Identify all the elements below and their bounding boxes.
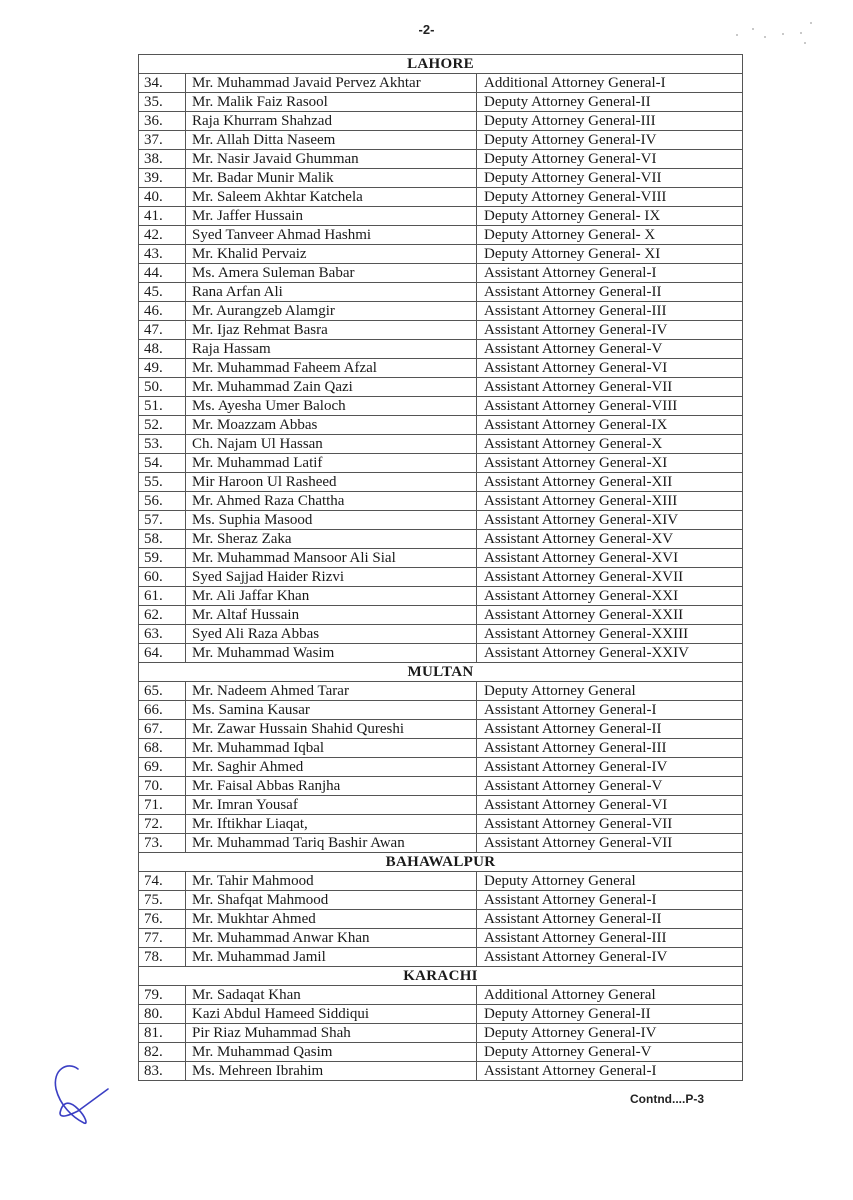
- officer-name: Mr. Muhammad Iqbal: [186, 739, 477, 758]
- designation: Assistant Attorney General-III: [477, 302, 743, 321]
- serial-number: 57.: [139, 511, 186, 530]
- table-row: [139, 169, 743, 188]
- designation: Deputy Attorney General-VIII: [477, 188, 743, 207]
- designation: Assistant Attorney General-IV: [477, 758, 743, 777]
- serial-number: 73.: [139, 834, 186, 853]
- section-title: LAHORE: [139, 55, 743, 74]
- designation: Assistant Attorney General-VI: [477, 796, 743, 815]
- table-row: [139, 625, 743, 644]
- serial-number: 65.: [139, 682, 186, 701]
- section-title: BAHAWALPUR: [139, 853, 743, 872]
- officer-name: Mr. Imran Yousaf: [186, 796, 477, 815]
- serial-number: 74.: [139, 872, 186, 891]
- serial-number: 72.: [139, 815, 186, 834]
- designation: Deputy Attorney General-IV: [477, 131, 743, 150]
- officer-name: Mr. Iftikhar Liaqat,: [186, 815, 477, 834]
- officer-name: Mr. Mukhtar Ahmed: [186, 910, 477, 929]
- designation: Assistant Attorney General-XII: [477, 473, 743, 492]
- designation: Assistant Attorney General-IV: [477, 948, 743, 967]
- table-row: [139, 340, 743, 359]
- designation: Assistant Attorney General-II: [477, 720, 743, 739]
- serial-number: 47.: [139, 321, 186, 340]
- officer-name: Mr. Allah Ditta Naseem: [186, 131, 477, 150]
- section-header-row: [139, 853, 743, 872]
- designation: Assistant Attorney General-VII: [477, 834, 743, 853]
- designation: Assistant Attorney General-XXI: [477, 587, 743, 606]
- serial-number: 81.: [139, 1024, 186, 1043]
- section-title: MULTAN: [139, 663, 743, 682]
- designation: Deputy Attorney General-VI: [477, 150, 743, 169]
- serial-number: 61.: [139, 587, 186, 606]
- serial-number: 35.: [139, 93, 186, 112]
- officer-name: Mr. Moazzam Abbas: [186, 416, 477, 435]
- designation: Deputy Attorney General- X: [477, 226, 743, 245]
- officer-name: Mr. Muhammad Javaid Pervez Akhtar: [186, 74, 477, 93]
- table-row: [139, 435, 743, 454]
- table-row: [139, 986, 743, 1005]
- officer-name: Ms. Suphia Masood: [186, 511, 477, 530]
- serial-number: 46.: [139, 302, 186, 321]
- table-row: [139, 644, 743, 663]
- designation: Assistant Attorney General-XXIII: [477, 625, 743, 644]
- designation: Assistant Attorney General-I: [477, 891, 743, 910]
- serial-number: 53.: [139, 435, 186, 454]
- serial-number: 83.: [139, 1062, 186, 1081]
- designation: Deputy Attorney General-II: [477, 1005, 743, 1024]
- serial-number: 56.: [139, 492, 186, 511]
- table-row: [139, 473, 743, 492]
- table-row: [139, 796, 743, 815]
- officer-name: Raja Khurram Shahzad: [186, 112, 477, 131]
- serial-number: 71.: [139, 796, 186, 815]
- continued-note: Contnd....P-3: [630, 1092, 704, 1106]
- table-row: [139, 758, 743, 777]
- serial-number: 36.: [139, 112, 186, 131]
- serial-number: 80.: [139, 1005, 186, 1024]
- table-row: [139, 492, 743, 511]
- officer-name: Syed Tanveer Ahmad Hashmi: [186, 226, 477, 245]
- serial-number: 76.: [139, 910, 186, 929]
- serial-number: 54.: [139, 454, 186, 473]
- officer-name: Mr. Muhammad Wasim: [186, 644, 477, 663]
- table-row: [139, 131, 743, 150]
- officer-name: Mr. Muhammad Anwar Khan: [186, 929, 477, 948]
- designation: Deputy Attorney General-II: [477, 93, 743, 112]
- serial-number: 41.: [139, 207, 186, 226]
- officer-name: Raja Hassam: [186, 340, 477, 359]
- serial-number: 43.: [139, 245, 186, 264]
- designation: Assistant Attorney General-VII: [477, 378, 743, 397]
- officer-name: Mr. Shafqat Mahmood: [186, 891, 477, 910]
- designation: Assistant Attorney General-V: [477, 777, 743, 796]
- table-row: [139, 701, 743, 720]
- designation: Assistant Attorney General-XXII: [477, 606, 743, 625]
- table-row: [139, 188, 743, 207]
- designation: Additional Attorney General-I: [477, 74, 743, 93]
- officer-name: Ms. Ayesha Umer Baloch: [186, 397, 477, 416]
- serial-number: 70.: [139, 777, 186, 796]
- designation: Assistant Attorney General-X: [477, 435, 743, 454]
- officer-name: Mr. Ijaz Rehmat Basra: [186, 321, 477, 340]
- table-row: [139, 397, 743, 416]
- designation: Deputy Attorney General-V: [477, 1043, 743, 1062]
- table-row: [139, 720, 743, 739]
- serial-number: 62.: [139, 606, 186, 625]
- serial-number: 55.: [139, 473, 186, 492]
- serial-number: 69.: [139, 758, 186, 777]
- signature-mark: [38, 1063, 118, 1133]
- designation: Assistant Attorney General-XVII: [477, 568, 743, 587]
- serial-number: 52.: [139, 416, 186, 435]
- table-row: [139, 910, 743, 929]
- table-row: [139, 150, 743, 169]
- officer-name: Mr. Aurangzeb Alamgir: [186, 302, 477, 321]
- officer-name: Ms. Samina Kausar: [186, 701, 477, 720]
- officer-name: Mr. Nasir Javaid Ghumman: [186, 150, 477, 169]
- designation: Deputy Attorney General-III: [477, 112, 743, 131]
- serial-number: 66.: [139, 701, 186, 720]
- officer-name: Mr. Sadaqat Khan: [186, 986, 477, 1005]
- serial-number: 63.: [139, 625, 186, 644]
- officer-name: Mr. Saleem Akhtar Katchela: [186, 188, 477, 207]
- table-row: [139, 815, 743, 834]
- serial-number: 40.: [139, 188, 186, 207]
- designation: Deputy Attorney General- XI: [477, 245, 743, 264]
- section-header-row: [139, 55, 743, 74]
- table-row: [139, 549, 743, 568]
- page-number: -2-: [418, 22, 435, 37]
- designation: Assistant Attorney General-I: [477, 701, 743, 720]
- table-row: [139, 739, 743, 758]
- scan-specks: [730, 20, 830, 50]
- designation: Assistant Attorney General-IV: [477, 321, 743, 340]
- officer-name: Mr. Jaffer Hussain: [186, 207, 477, 226]
- officer-name: Mr. Altaf Hussain: [186, 606, 477, 625]
- serial-number: 59.: [139, 549, 186, 568]
- officer-name: Mr. Muhammad Jamil: [186, 948, 477, 967]
- table-row: [139, 530, 743, 549]
- designation: Assistant Attorney General-XVI: [477, 549, 743, 568]
- designation: Assistant Attorney General-I: [477, 264, 743, 283]
- table-row: [139, 682, 743, 701]
- officer-name: Mr. Ahmed Raza Chattha: [186, 492, 477, 511]
- officer-name: Mr. Muhammad Tariq Bashir Awan: [186, 834, 477, 853]
- table-row: [139, 1043, 743, 1062]
- serial-number: 82.: [139, 1043, 186, 1062]
- table-row: [139, 568, 743, 587]
- officer-name: Ms. Amera Suleman Babar: [186, 264, 477, 283]
- table-row: [139, 74, 743, 93]
- table-row: [139, 834, 743, 853]
- table-row: [139, 1024, 743, 1043]
- officer-name: Mr. Muhammad Qasim: [186, 1043, 477, 1062]
- table-row: [139, 891, 743, 910]
- serial-number: 68.: [139, 739, 186, 758]
- designation: Assistant Attorney General-IX: [477, 416, 743, 435]
- serial-number: 38.: [139, 150, 186, 169]
- designation: Assistant Attorney General-VIII: [477, 397, 743, 416]
- designation: Assistant Attorney General-II: [477, 283, 743, 302]
- designation: Assistant Attorney General-XIV: [477, 511, 743, 530]
- officer-name: Mr. Ali Jaffar Khan: [186, 587, 477, 606]
- officer-name: Mr. Saghir Ahmed: [186, 758, 477, 777]
- officer-name: Mr. Muhammad Mansoor Ali Sial: [186, 549, 477, 568]
- serial-number: 51.: [139, 397, 186, 416]
- designation: Assistant Attorney General-I: [477, 1062, 743, 1081]
- table-row: [139, 777, 743, 796]
- serial-number: 44.: [139, 264, 186, 283]
- serial-number: 42.: [139, 226, 186, 245]
- designation: Assistant Attorney General-VI: [477, 359, 743, 378]
- serial-number: 67.: [139, 720, 186, 739]
- table-row: [139, 454, 743, 473]
- officer-name: Ms. Mehreen Ibrahim: [186, 1062, 477, 1081]
- table-row: [139, 112, 743, 131]
- designation: Assistant Attorney General-II: [477, 910, 743, 929]
- roster-body: [139, 55, 743, 1081]
- officer-name: Syed Ali Raza Abbas: [186, 625, 477, 644]
- officer-name: Mr. Zawar Hussain Shahid Qureshi: [186, 720, 477, 739]
- designation: Deputy Attorney General-IV: [477, 1024, 743, 1043]
- serial-number: 45.: [139, 283, 186, 302]
- table-row: [139, 226, 743, 245]
- serial-number: 60.: [139, 568, 186, 587]
- designation: Assistant Attorney General-III: [477, 739, 743, 758]
- table-row: [139, 511, 743, 530]
- table-row: [139, 321, 743, 340]
- table-row: [139, 264, 743, 283]
- table-row: [139, 929, 743, 948]
- officer-name: Pir Riaz Muhammad Shah: [186, 1024, 477, 1043]
- serial-number: 37.: [139, 131, 186, 150]
- designation: Assistant Attorney General-XI: [477, 454, 743, 473]
- officer-name: Mr. Malik Faiz Rasool: [186, 93, 477, 112]
- serial-number: 34.: [139, 74, 186, 93]
- table-row: [139, 1062, 743, 1081]
- section-title: KARACHI: [139, 967, 743, 986]
- officer-name: Rana Arfan Ali: [186, 283, 477, 302]
- section-header-row: [139, 967, 743, 986]
- designation: Assistant Attorney General-XXIV: [477, 644, 743, 663]
- table-row: [139, 416, 743, 435]
- officer-name: Syed Sajjad Haider Rizvi: [186, 568, 477, 587]
- serial-number: 77.: [139, 929, 186, 948]
- attorney-roster-table: [138, 54, 743, 1081]
- officer-name: Mr. Khalid Pervaiz: [186, 245, 477, 264]
- officer-name: Mr. Muhammad Latif: [186, 454, 477, 473]
- designation: Deputy Attorney General- IX: [477, 207, 743, 226]
- serial-number: 50.: [139, 378, 186, 397]
- officer-name: Mr. Sheraz Zaka: [186, 530, 477, 549]
- designation: Additional Attorney General: [477, 986, 743, 1005]
- officer-name: Mir Haroon Ul Rasheed: [186, 473, 477, 492]
- officer-name: Mr. Badar Munir Malik: [186, 169, 477, 188]
- table-row: [139, 207, 743, 226]
- officer-name: Mr. Nadeem Ahmed Tarar: [186, 682, 477, 701]
- serial-number: 79.: [139, 986, 186, 1005]
- serial-number: 75.: [139, 891, 186, 910]
- officer-name: Mr. Muhammad Faheem Afzal: [186, 359, 477, 378]
- designation: Deputy Attorney General: [477, 872, 743, 891]
- serial-number: 78.: [139, 948, 186, 967]
- designation: Assistant Attorney General-III: [477, 929, 743, 948]
- officer-name: Mr. Tahir Mahmood: [186, 872, 477, 891]
- designation: Assistant Attorney General-VII: [477, 815, 743, 834]
- table-row: [139, 245, 743, 264]
- serial-number: 48.: [139, 340, 186, 359]
- table-row: [139, 302, 743, 321]
- designation: Assistant Attorney General-XIII: [477, 492, 743, 511]
- table-row: [139, 93, 743, 112]
- officer-name: Ch. Najam Ul Hassan: [186, 435, 477, 454]
- table-row: [139, 587, 743, 606]
- serial-number: 64.: [139, 644, 186, 663]
- table-row: [139, 948, 743, 967]
- serial-number: 39.: [139, 169, 186, 188]
- officer-name: Kazi Abdul Hameed Siddiqui: [186, 1005, 477, 1024]
- serial-number: 58.: [139, 530, 186, 549]
- table-row: [139, 378, 743, 397]
- serial-number: 49.: [139, 359, 186, 378]
- designation: Assistant Attorney General-XV: [477, 530, 743, 549]
- designation: Deputy Attorney General-VII: [477, 169, 743, 188]
- designation: Deputy Attorney General: [477, 682, 743, 701]
- table-row: [139, 359, 743, 378]
- officer-name: Mr. Muhammad Zain Qazi: [186, 378, 477, 397]
- table-row: [139, 1005, 743, 1024]
- section-header-row: [139, 663, 743, 682]
- table-row: [139, 606, 743, 625]
- designation: Assistant Attorney General-V: [477, 340, 743, 359]
- table-row: [139, 872, 743, 891]
- officer-name: Mr. Faisal Abbas Ranjha: [186, 777, 477, 796]
- table-row: [139, 283, 743, 302]
